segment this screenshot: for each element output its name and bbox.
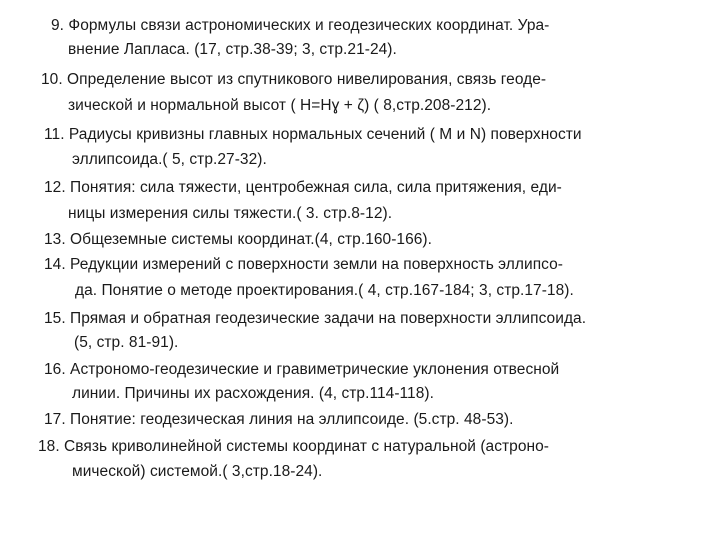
item-18-line-2: мической) системой.( 3,стр.18-24). bbox=[72, 463, 323, 480]
item-16-line-1: 16. Астрономо-геодезические и гравиметрические уклонения отвесной bbox=[44, 361, 560, 378]
item-13-line-1: 13. Общеземные системы координат.(4, стр.160-166). bbox=[44, 231, 433, 248]
item-18-line-1: 18. Связь криволинейной системы координат с натуральной (астроно- bbox=[38, 438, 550, 455]
item-11-line-2: эллипсоида.( 5, стр.27-32). bbox=[72, 151, 267, 168]
item-12-line-2: ницы измерения силы тяжести.( 3. стр.8-12). bbox=[68, 205, 393, 222]
item-14-line-2: да. Понятие о методе проектирования.( 4, стр.167-184; 3, стр.17-18). bbox=[75, 282, 574, 299]
item-15-line-2: (5, стр. 81-91). bbox=[74, 334, 179, 351]
item-12-line-1: 12. Понятия: сила тяжести, центробежная сила, сила притяжения, еди- bbox=[44, 179, 562, 196]
item-15-line-1: 15. Прямая и обратная геодезические задачи на поверхности эллипсоида. bbox=[44, 310, 587, 327]
item-17-line-1: 17. Понятие: геодезическая линия на эллипсоиде. (5.стр. 48-53). bbox=[44, 411, 514, 428]
item-9-line-2: внение Лапласа. (17, стр.38-39; 3, стр.21-24). bbox=[68, 41, 397, 58]
item-11-line-1: 11. Радиусы кривизны главных нормальных сечений ( M и N) поверхности bbox=[44, 126, 582, 143]
item-10-line-1: 10. Определение высот из спутникового нивелирования, связь геоде- bbox=[41, 71, 547, 88]
item-10-line-2: зической и нормальной высот ( H=Hɣ + ζ) ( 8,стр.208-212). bbox=[68, 97, 492, 114]
item-16-line-2: линии. Причины их расхождения. (4, стр.114-118). bbox=[72, 385, 434, 402]
item-14-line-1: 14. Редукции измерений с поверхности земли на поверхность эллипсо- bbox=[44, 256, 563, 273]
item-9-line-1: 9. Формулы связи астрономических и геодезических координат. Ура- bbox=[51, 17, 550, 34]
